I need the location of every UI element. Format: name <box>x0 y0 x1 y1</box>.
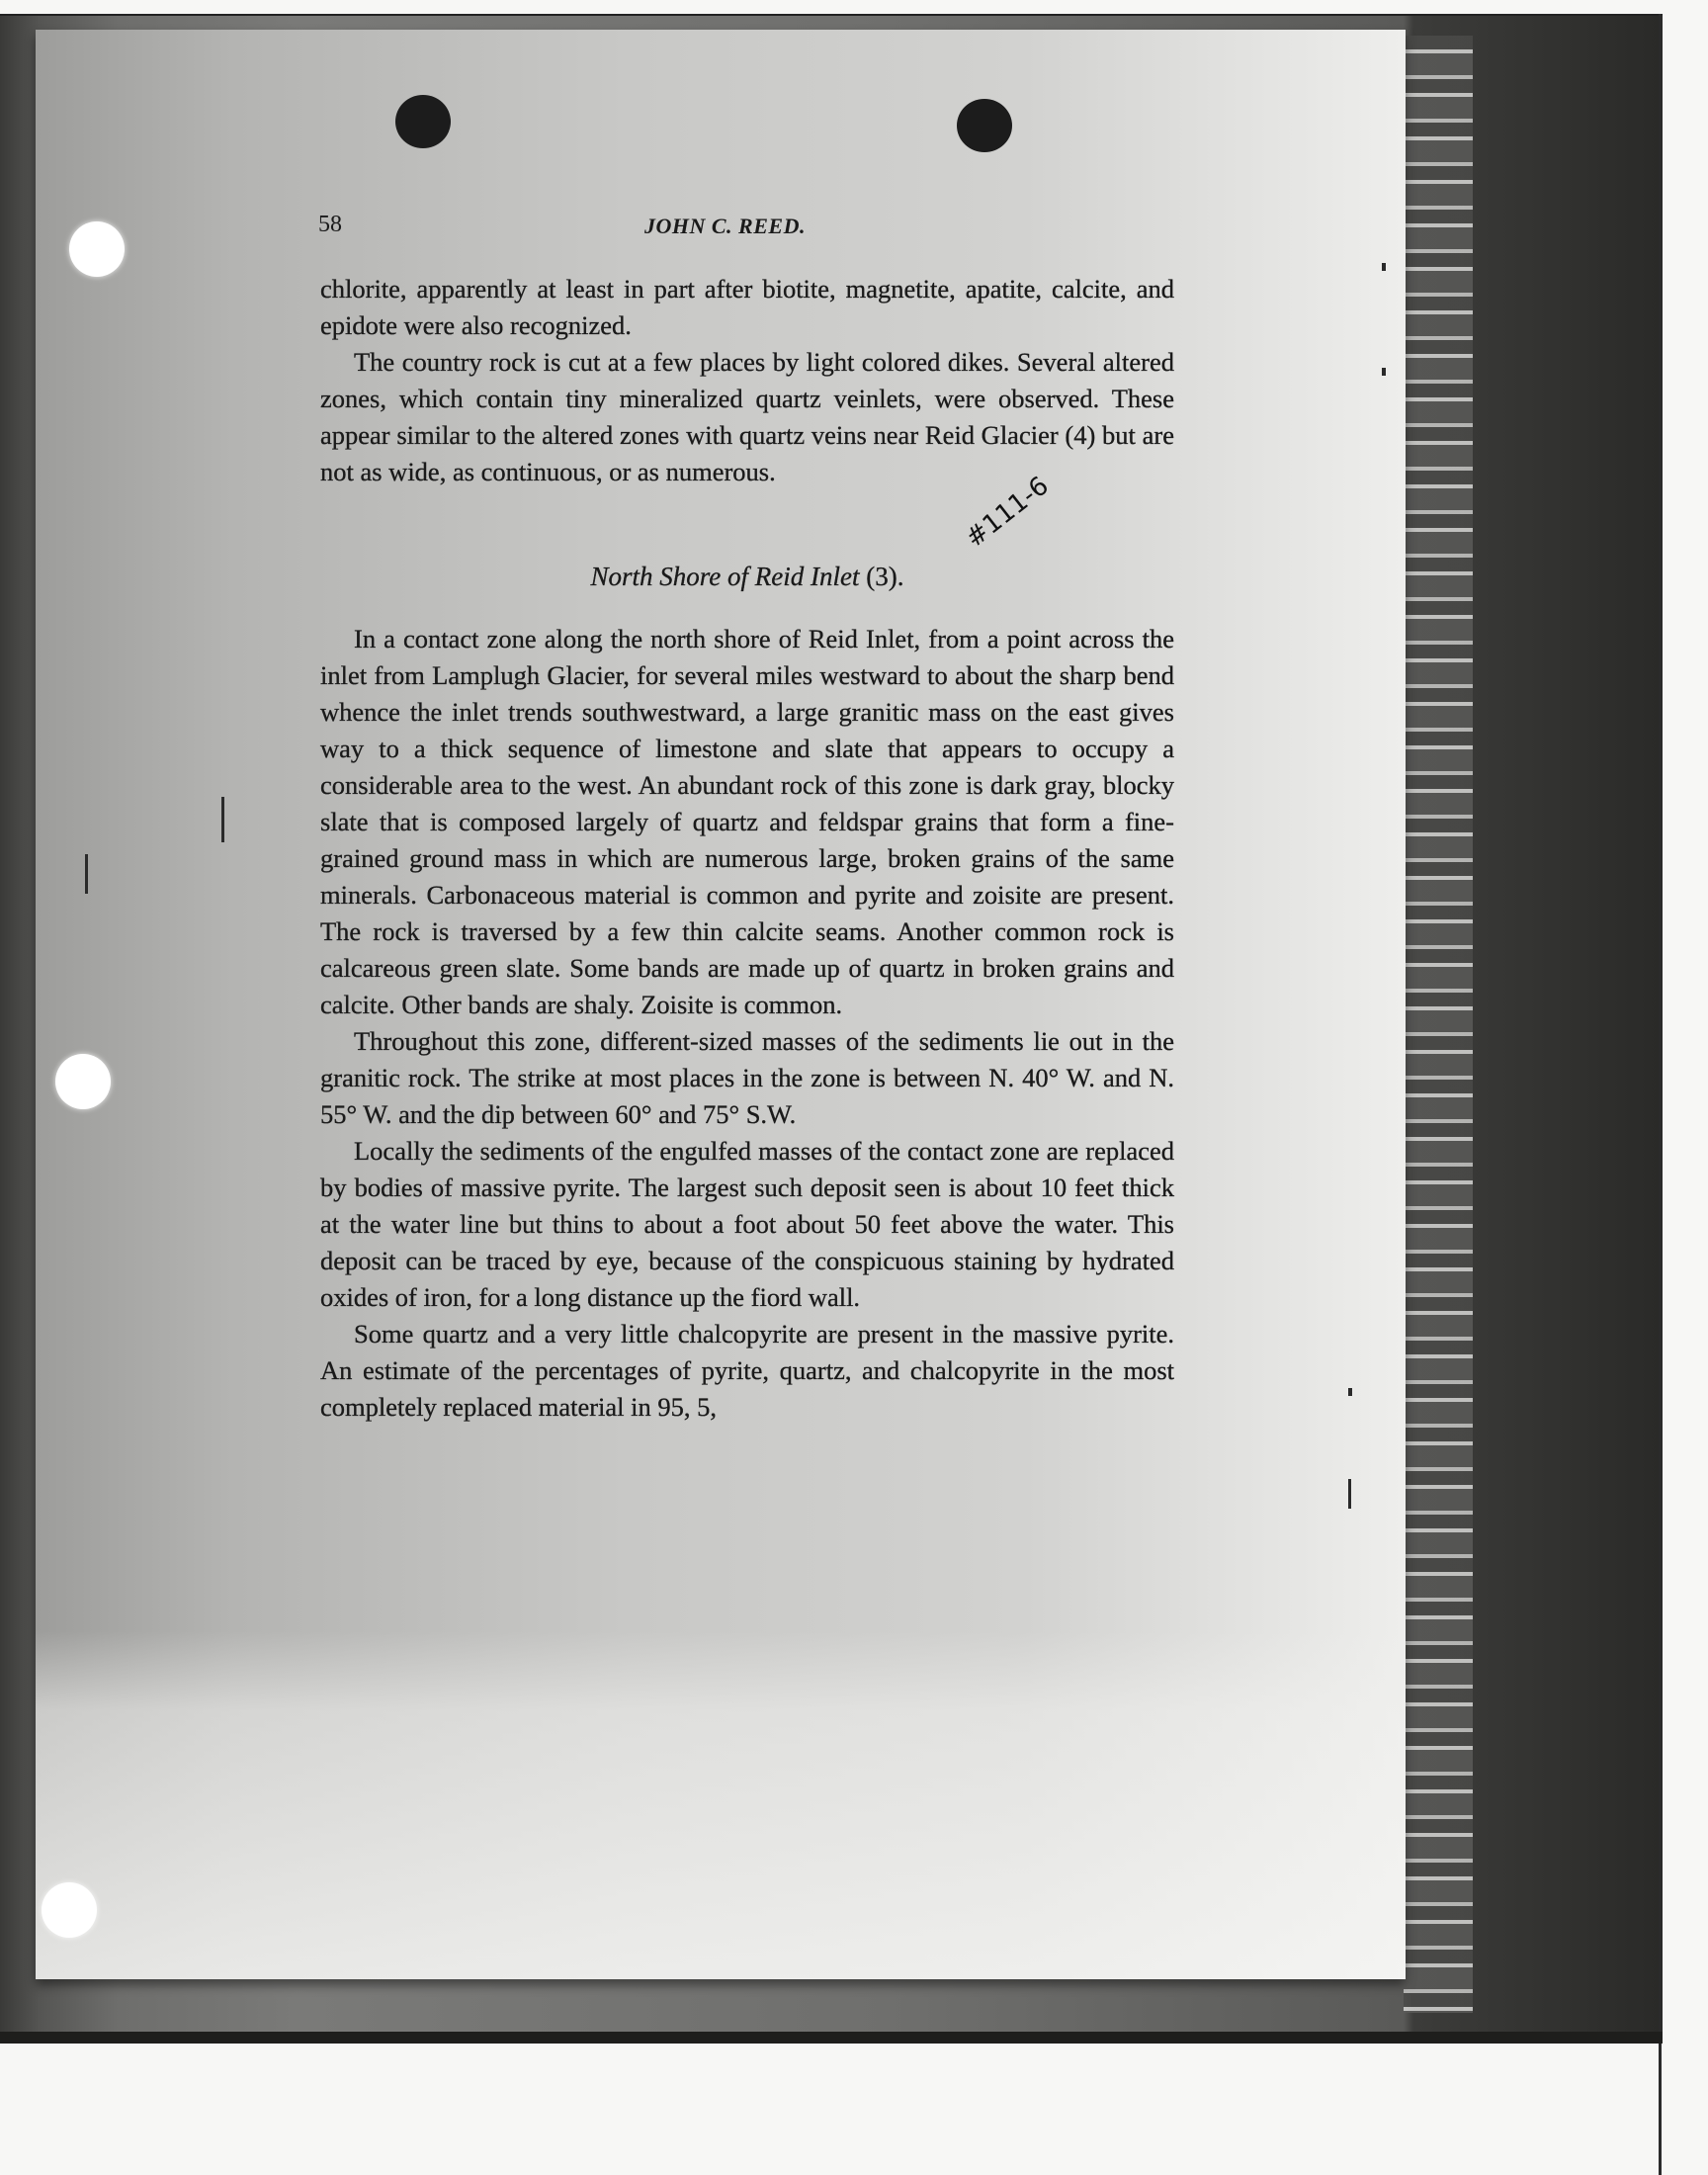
binder-hole-dark-right <box>957 99 1012 152</box>
scan-edge-line <box>1659 14 1662 2175</box>
stray-mark <box>1382 263 1386 271</box>
text-block-main <box>320 621 1174 1426</box>
paragraph-pyrite-bodies: Locally the sediments of the engulfed masses of the contact zone are replaced by bodies of massive pyrite. The largest such deposit seen is about 10 feet thick at the water line but thins to about a foot about 50 feet above the water. This deposit can be traced by eye, because of the conspicuous staining by hydrated oxides of iron, for a long distance up the fiord wall. <box>320 1136 1174 1312</box>
stray-mark <box>85 854 88 894</box>
stray-mark <box>1348 1479 1351 1509</box>
punch-hole-top <box>69 221 125 277</box>
stray-mark <box>221 797 224 842</box>
paragraph-country-rock: The country rock is cut at a few places by light colored dikes. Several altered zones, which contain tiny mineralized quartz veinlets, were observed. These appear similar to the altered zones with quartz veins near Reid Glacier (4) but are not as wide, as continuous, or as numerous. <box>320 347 1174 486</box>
scan-bottom-edge <box>0 2032 1663 2044</box>
paragraph-continued: chlorite, apparently at least in part after biotite, magnetite, apatite, calcite, and epidote were also recognized. <box>320 274 1174 340</box>
binder-hole-dark-left <box>395 95 451 148</box>
stray-mark <box>1348 1388 1352 1396</box>
page-faded-area <box>36 1631 1406 1979</box>
section-heading-title: North Shore of Reid Inlet <box>590 562 860 591</box>
author-header: JOHN C. REED. <box>644 214 806 238</box>
paragraph-chalcopyrite: Some quartz and a very little chalcopyrite are present in the massive pyrite. An estimate of the percentages of pyrite, quartz, and chalcopyrite in the most completely replaced material in 95, 5, <box>320 1319 1174 1422</box>
punch-hole-middle <box>55 1054 111 1109</box>
page-number: 58 <box>318 212 342 237</box>
paragraph-strike-dip: Throughout this zone, different-sized masses of the sediments lie out in the granitic rock. The strike at most places in the zone is between N. 40° W. and N. 55° W. and the dip between 60° and 75° S.W. <box>320 1026 1174 1129</box>
section-heading-number: (3). <box>866 562 904 591</box>
stray-mark <box>1382 368 1386 376</box>
handwritten-annotation: #111-6 <box>960 471 1055 554</box>
text-block-top <box>320 271 1174 490</box>
page-edge-shadow <box>1404 36 1473 2013</box>
section-heading <box>320 562 1174 592</box>
punch-hole-bottom <box>42 1882 97 1938</box>
running-head <box>318 212 1174 247</box>
paragraph-contact-zone: In a contact zone along the north shore of Reid Inlet, from a point across the inlet from Lamplugh Glacier, for several miles westward to about the sharp bend whence the inlet trends southwestward, a large granitic mass on the east gives way to a thick sequence of limestone and slate that appears to occupy a considerable area to the west. An abundant rock of this zone is dark gray, blocky slate that is composed largely of quartz and feldspar grains that form a fine-grained ground mass in which are numerous large, broken grains of the same minerals. Carbonaceous material is common and pyrite and zoisite are present. The rock is traversed by a few thin calcite seams. Another common rock is calcareous green slate. Some bands are made up of quartz in broken grains and calcite. Other bands are shaly. Zoisite is common. <box>320 624 1174 1019</box>
